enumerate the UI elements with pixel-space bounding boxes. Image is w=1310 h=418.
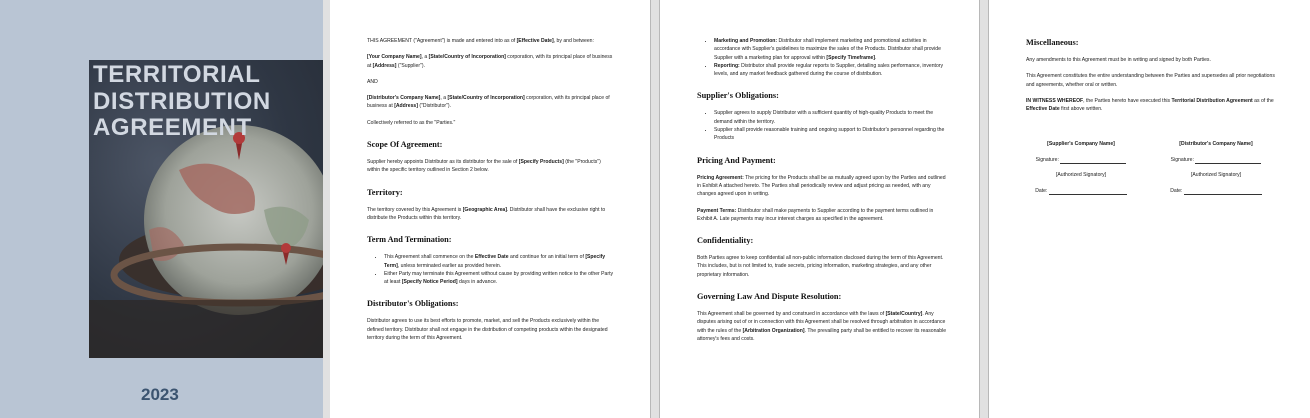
page-content (367, 37, 615, 350)
section-heading: Scope Of Agreement: (367, 140, 443, 150)
date-line[interactable] (1049, 187, 1127, 195)
collectively-text: Collectively referred to as the "Parties." (367, 119, 456, 126)
date-line[interactable] (1184, 187, 1262, 195)
supplier-list (697, 109, 947, 142)
section-heading: Territory: (367, 187, 403, 197)
sig-signature-label: Signature: (1035, 156, 1059, 163)
misc-paragraph: Any amendments to this Agreement must be in writing and signed by both Parties. (1026, 57, 1211, 63)
intro-paragraph: THIS AGREEMENT ("Agreement") is made and entered into as of [Effective Date], by and between: (367, 38, 594, 44)
list-item: • Reporting: Distributor shall provide regular reports to Supplier, detailing sales performance, inventory levels, and any market feedback gathered during the course of distribution. (714, 62, 947, 79)
page-content (1026, 37, 1278, 121)
list-item: • This Agreement shall commence on the Effective Date and continue for an initial term of [Specify Term], unless terminated earlier as provided herein. (384, 253, 615, 270)
territory-paragraph: The territory covered by this Agreement is [Geographic Area]. Distributor shall have the exclusive right to distribute the Products within this territory. (367, 206, 606, 221)
section-heading: Confidentiality: (697, 236, 754, 246)
sig-authorized: [Authorized Signatory] (1055, 172, 1107, 178)
party-distributor: [Distributor's Company Name], a [State/Country of Incorporation] corporation, with its principal place of business at [Address] ("Distributor"). (367, 95, 610, 110)
signature-line[interactable] (1060, 156, 1126, 164)
signature-supplier (1026, 140, 1136, 202)
governing-law-paragraph: This Agreement shall be governed by and construed in accordance with the laws of [State/Country]. Any disputes arising out of or in connection with this Agreement shall be resolved through arbitration in accordance with the rules of the [Arbitration Organization]. The prevailing party shall be entitled to recover its reasonable attorney's fees and costs. (697, 311, 947, 342)
sig-date-label: Date: (1170, 187, 1183, 194)
section-heading: Distributor's Obligations: (367, 299, 459, 309)
payment-paragraph: Payment Terms: Distributor shall make payments to Supplier according to the payment terms outlined in Exhibit A. Late payments may incur interest charges as specified in the agreement. (697, 207, 934, 222)
document-page-2 (330, 0, 651, 418)
document-page-3 (659, 0, 980, 418)
sig-date-label: Date: (1035, 187, 1048, 194)
distributor-paragraph: Distributor agrees to use its best efforts to promote, market, and sell the Products exclusively within the defined territory. Distributor shall not engage in the distribution of competing products within the designated territory during the term of this Agreement. (367, 318, 608, 342)
list-item: • Supplier agrees to supply Distributor with a sufficient quantity of high-quality Products to meet the demand within the territory. (714, 109, 947, 126)
confidentiality-paragraph: Both Parties agree to keep confidential all non-public information disclosed during the term of this Agreement. This includes, but is not limited to, trade secrets, pricing information, marketing strategies, and any other proprietary information. (697, 255, 944, 278)
pricing-paragraph: Pricing Agreement: The pricing for the Products shall be as mutually agreed upon by the Parties and outlined in Exhibit A attached hereto. The Parties shall periodically review and adjust pricing as needed, with any changes agreed upon in writing. (697, 174, 946, 198)
list-item: • Marketing and Promotion: Distributor shall implement marketing and promotional activities in accordance with Supplier's guidelines to maximize the sales of the Products. Distributor shall provide Supplier with a marketing plan for approval within [Specify Timeframe]. (714, 37, 947, 62)
sig-company: [Supplier's Company Name] (1047, 141, 1115, 147)
sig-company: [Distributor's Company Name] (1179, 141, 1253, 147)
and-text: AND (367, 78, 378, 85)
term-list (367, 253, 615, 286)
section-heading: Term And Termination: (367, 235, 452, 245)
scope-paragraph: Supplier hereby appoints Distributor as its distributor for the sale of [Specify Products] (the "Products") within the specific territory outlined in Section 2 below. (367, 159, 601, 174)
section-heading: Miscellaneous: (1026, 38, 1079, 47)
list-item: • Either Party may terminate this Agreement without cause by providing written notice to the other Party at least [Specify Notice Period] days in advance. (384, 270, 615, 287)
page-content (697, 37, 947, 351)
document-page-4 (988, 0, 1310, 418)
cover-title (93, 62, 313, 142)
section-heading: Supplier's Obligations: (697, 91, 779, 101)
cover-year: 2023 (141, 385, 179, 404)
cover-title-line: DISTRIBUTION (93, 87, 271, 115)
obligation-list (697, 37, 947, 78)
section-heading: Governing Law And Dispute Resolution: (697, 292, 842, 302)
signature-distributor (1161, 140, 1271, 202)
sig-authorized: [Authorized Signatory] (1190, 172, 1242, 178)
cover-title-line: TERRITORIAL (93, 61, 261, 88)
party-supplier: [Your Company Name], a [State/Country of Incorporation] corporation, with its principal place of business at [Address] ("Supplier"). (367, 54, 613, 69)
cover-page (0, 0, 323, 418)
list-item: • Supplier shall provide reasonable training and ongoing support to Distributor's personnel regarding the Products (714, 126, 947, 143)
cover-title-line: AGREEMENT (93, 114, 252, 141)
misc-paragraph: This Agreement constitutes the entire understanding between the Parties and supersedes all prior negotiations and agreements, whether oral or written. (1026, 73, 1275, 88)
witness-paragraph: IN WITNESS WHEREOF, the Parties hereto have executed this Territorial Distribution Agreement as of the Effective Date first above written. (1026, 97, 1274, 113)
section-heading: Pricing And Payment: (697, 155, 776, 165)
sig-signature-label: Signature: (1170, 156, 1194, 163)
signature-line[interactable] (1195, 156, 1261, 164)
